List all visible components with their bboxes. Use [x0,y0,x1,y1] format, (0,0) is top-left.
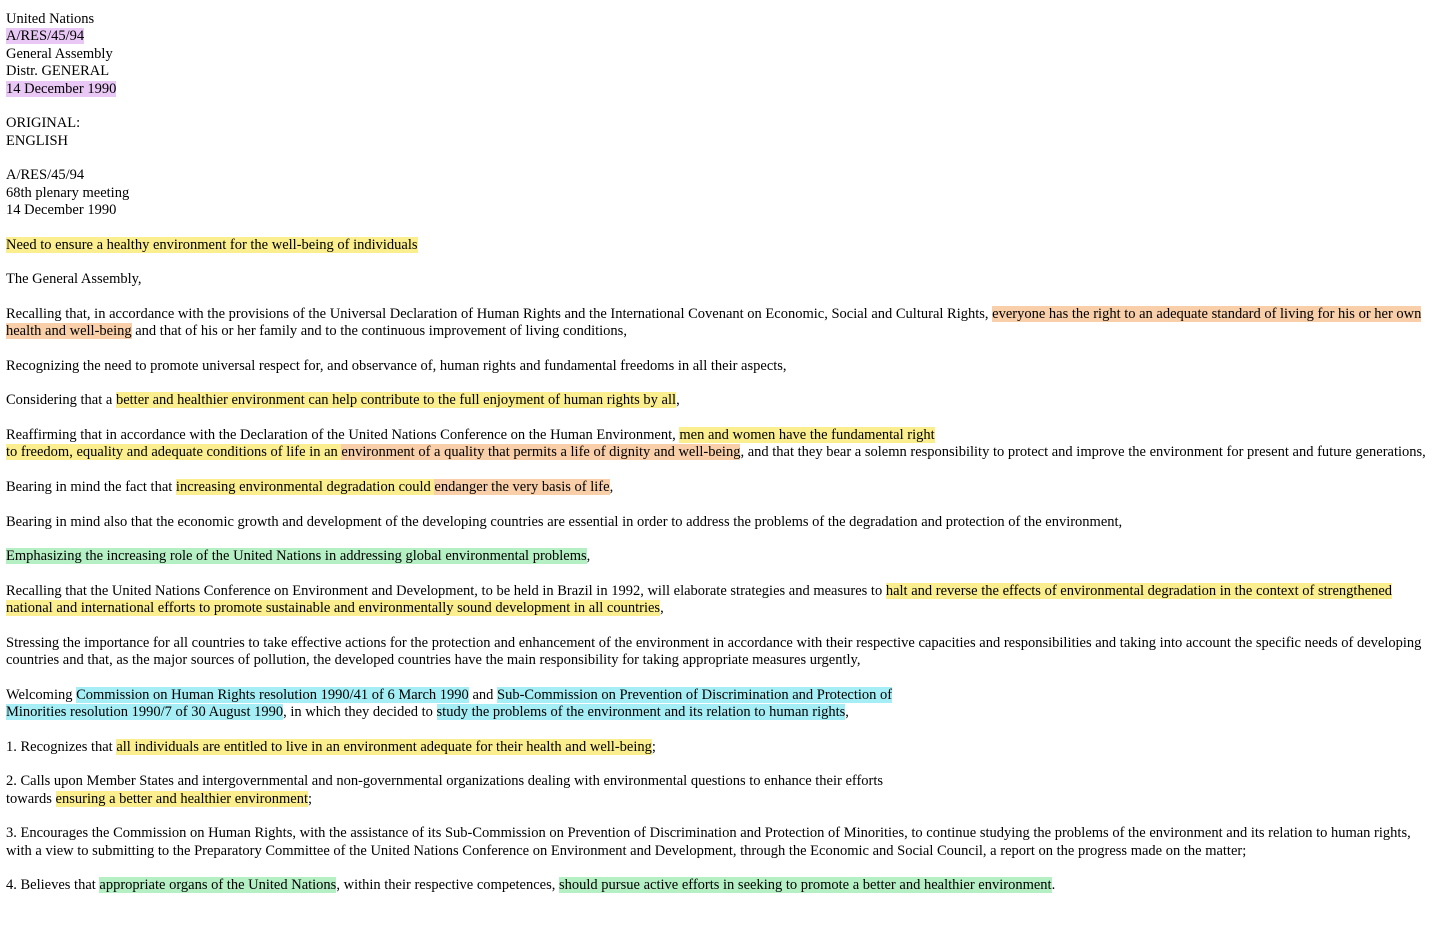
highlight: should pursue active efforts in seeking to promote a better and healthier environment [559,877,1052,894]
original-label: ORIGINAL: [6,115,81,132]
highlight: halt and reverse the effects of environmental degradation in the context of strengthened national and international efforts to promote sustainable and environmentally sound development in all countries [6,582,1393,617]
text: and that of his or her family and to the continuous improvement of living conditions, [131,323,627,340]
operative-paragraph-3: 3. Encourages the Commission on Human Rights, with the assistance of its Sub-Commission on Prevention of Discrimination and Protection of Minorities, to continue studying the problems of the environment and its relation to human rights, with a view to submitting to the Preparatory Committee of the United Nations Conference on Environment and Development, through the Economic and Social Council, a report on the progress made on the matter; [6,825,1411,859]
highlight-title: Need to ensure a healthy environment for the well-being of individuals [6,236,418,253]
preamble-paragraph-1 [6,306,1440,341]
text: 1. Recognizes that [6,738,117,755]
meeting-date: 14 December 1990 [6,202,117,219]
distribution: Distr. GENERAL [6,63,110,80]
text: , [609,479,614,495]
preamble-paragraph-10 [6,687,1440,722]
highlight: environment of a quality that permits a life of dignity and well-being [341,444,741,461]
meeting-symbol: A/RES/45/94 [6,167,85,184]
text: Welcoming [6,686,77,703]
organ-name: General Assembly [6,45,113,62]
meeting-info [6,167,1440,219]
preamble-paragraph-9: Stressing the importance for all countries to take effective actions for the protection and enhancement of the environment in accordance with their respective capacities and responsibilities and taking into account the specific needs of developing countries and that, as the major sources of pollution, the developed countries have the main responsibility for taking appropriate measures urgently, [6,634,1422,669]
text: , [586,548,591,565]
text: Reaffirming that in accordance with the Declaration of the United Nations Conference on the Human Environment, [6,427,680,443]
highlight: Sub-Commission on Prevention of Discrimination and Protection of [497,686,893,703]
preamble-paragraph-4 [6,427,1440,462]
text: ; [651,738,656,755]
text: Considering that a [6,392,116,409]
text: . [1051,877,1056,894]
text: 4. Believes that [6,877,100,894]
operative-paragraph-4 [6,877,1440,894]
highlight: Emphasizing the increasing role of the United Nations in addressing global environmental problems [6,548,587,565]
plenary-meeting: 68th plenary meeting [6,184,130,201]
highlight: appropriate organs of the United Nations [99,877,337,894]
text: and [468,686,497,703]
document-header [6,11,1440,98]
text: ; [308,790,313,807]
highlight-date: 14 December 1990 [6,80,117,97]
opening-line: The General Assembly, [6,271,142,288]
text: Bearing in mind the fact that [6,479,176,495]
preamble-paragraph-2: Recognizing the need to promote universal respect for, and observance of, human rights and fundamental freedoms in all their aspects, [6,357,787,374]
highlight: men and women have the fundamental right [679,427,935,443]
text: , and that they bear a solemn responsibility to protect and improve the environment for present and future generations, [740,444,1426,461]
text: towards [6,790,56,807]
preamble-paragraph-3 [6,392,1440,409]
operative-paragraph-2 [6,773,1440,808]
original-language [6,115,1440,150]
text: Recalling that the United Nations Conference on Environment and Development, to be held in Brazil in 1992, will elaborate strategies and measures to [6,582,886,599]
language: ENGLISH [6,132,69,149]
operative-paragraph-1 [6,739,1440,756]
text: Recalling that, in accordance with the provisions of the Universal Declaration of Human Rights and the International Covenant on Economic, Social and Cultural Rights, [6,305,993,322]
org-name: United Nations [6,11,95,27]
resolution-title [6,237,1440,254]
highlight: Commission on Human Rights resolution 1990/41 of 6 March 1990 [76,686,469,703]
highlight: Minorities resolution 1990/7 of 30 August 1990 [6,704,284,721]
text: 2. Calls upon Member States and intergovernmental and non-governmental organizations dealing with environmental questions to enhance their efforts [6,773,884,790]
text: , [845,704,849,721]
header-date [6,81,1440,98]
text: , in which they decided to [283,704,437,721]
highlight: ensuring a better and healthier environment [55,790,308,807]
highlight: all individuals are entitled to live in an environment adequate for their health and well-being [116,738,652,755]
highlight: endanger the very basis of life [434,479,610,495]
highlight: to freedom, equality and adequate conditions of life in an [6,444,342,461]
highlight: study the problems of the environment and its relation to human rights [436,704,846,721]
preamble-paragraph-8 [6,583,1440,618]
text: , within their respective competences, [336,877,559,894]
text: , [660,600,664,617]
preamble-paragraph-5 [6,479,1440,496]
preamble-paragraph-6: Bearing in mind also that the economic growth and development of the developing countries are essential in order to address the problems of the degradation and protection of the environment, [6,513,1123,530]
highlight: everyone has the right to an adequate standard of living for his or her own health and well-being [6,305,1422,340]
resolution-symbol [6,28,1440,45]
preamble-paragraph-7 [6,548,1440,565]
text: , [676,392,680,409]
highlight: increasing environmental degradation could [175,479,435,495]
highlight-symbol: A/RES/45/94 [6,28,85,45]
highlight: better and healthier environment can help contribute to the full enjoyment of human rights by all [115,392,677,409]
